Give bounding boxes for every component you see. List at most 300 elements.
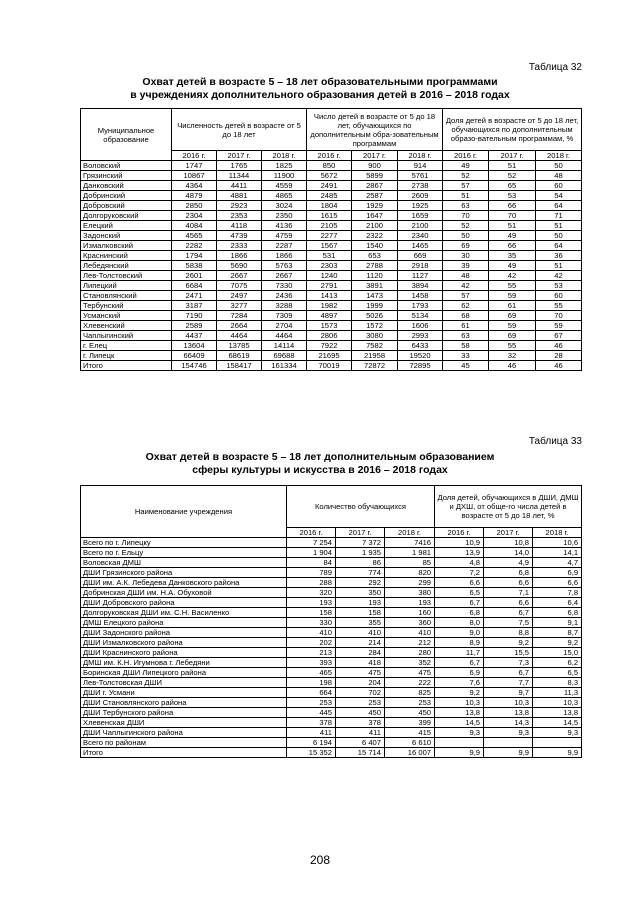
value-cell: 54: [536, 191, 582, 201]
table-32-header-name: Муниципальное образование: [81, 109, 172, 161]
value-cell: 50: [536, 231, 582, 241]
table-row: [81, 638, 582, 648]
value-cell: [435, 738, 484, 748]
value-cell: 28: [536, 351, 582, 361]
value-cell: 161334: [262, 361, 307, 371]
row-name-cell: Добровский: [81, 201, 172, 211]
value-cell: 58: [443, 341, 489, 351]
table-row: [81, 171, 582, 181]
value-cell: 1804: [307, 201, 352, 211]
table-row: [81, 181, 582, 191]
value-cell: 14,5: [533, 718, 582, 728]
value-cell: 51: [536, 261, 582, 271]
t32-year-header: 2017 г.: [352, 151, 398, 161]
table-row: [81, 658, 582, 668]
table-row: [81, 738, 582, 748]
table-row: [81, 351, 582, 361]
row-name-cell: ДМШ им. К.Н. Игумнова г. Лебедяни: [81, 658, 287, 668]
row-name-cell: Задонский: [81, 231, 172, 241]
value-cell: 59: [536, 321, 582, 331]
value-cell: 3891: [352, 281, 398, 291]
value-cell: 14,3: [484, 718, 533, 728]
value-cell: 2340: [398, 231, 443, 241]
value-cell: 1647: [352, 211, 398, 221]
value-cell: 71: [536, 211, 582, 221]
value-cell: 69: [443, 241, 489, 251]
value-cell: 410: [336, 628, 385, 638]
value-cell: 2867: [352, 181, 398, 191]
value-cell: 7075: [217, 281, 262, 291]
table-32-header-group-2: Число детей в возрасте от 5 до 18 лет, обучающихся по дополнительным обра-зовательным программам: [307, 109, 443, 151]
value-cell: 914: [398, 161, 443, 171]
value-cell: 67: [536, 331, 582, 341]
value-cell: 10,3: [435, 698, 484, 708]
value-cell: 214: [336, 638, 385, 648]
table-32-header-group-1: Численность детей в возрасте от 5 до 18 лет: [172, 109, 307, 151]
value-cell: 2333: [217, 241, 262, 251]
value-cell: 52: [443, 221, 489, 231]
value-cell: 4,8: [435, 558, 484, 568]
value-cell: 2667: [217, 271, 262, 281]
row-name-cell: ДШИ Чаплыгинского района: [81, 728, 287, 738]
value-cell: 1573: [307, 321, 352, 331]
value-cell: 6,9: [533, 568, 582, 578]
value-cell: 33: [443, 351, 489, 361]
t33-year-header: 2016 г.: [435, 528, 484, 538]
value-cell: 7190: [172, 311, 217, 321]
value-cell: 70: [489, 211, 536, 221]
value-cell: 63: [443, 201, 489, 211]
row-name-cell: ДШИ Задонского района: [81, 628, 287, 638]
row-name-cell: Данковский: [81, 181, 172, 191]
row-name-cell: Краснинский: [81, 251, 172, 261]
value-cell: 53: [489, 191, 536, 201]
value-cell: 4464: [217, 331, 262, 341]
value-cell: 30: [443, 251, 489, 261]
value-cell: 49: [443, 161, 489, 171]
value-cell: 2322: [352, 231, 398, 241]
table-row: [81, 241, 582, 251]
value-cell: 253: [287, 698, 336, 708]
value-cell: 68619: [217, 351, 262, 361]
table-row: [81, 221, 582, 231]
table-row: [81, 558, 582, 568]
value-cell: 6,5: [435, 588, 484, 598]
value-cell: 46: [536, 361, 582, 371]
value-cell: 5899: [352, 171, 398, 181]
value-cell: 2587: [352, 191, 398, 201]
row-name-cell: Боринская ДШИ Липецкого района: [81, 668, 287, 678]
row-name-cell: г. Липецк: [81, 351, 172, 361]
value-cell: 21695: [307, 351, 352, 361]
value-cell: 11344: [217, 171, 262, 181]
value-cell: 35: [489, 251, 536, 261]
value-cell: 1747: [172, 161, 217, 171]
table-33-title: [80, 451, 560, 477]
value-cell: 8,0: [435, 618, 484, 628]
value-cell: 6,6: [484, 598, 533, 608]
row-name-cell: Тербунский: [81, 301, 172, 311]
value-cell: 52: [489, 171, 536, 181]
value-cell: 410: [385, 628, 435, 638]
value-cell: 2738: [398, 181, 443, 191]
value-cell: 1765: [217, 161, 262, 171]
value-cell: 253: [336, 698, 385, 708]
value-cell: 3288: [262, 301, 307, 311]
value-cell: 4879: [172, 191, 217, 201]
table-row: [81, 201, 582, 211]
row-name-cell: Лев-Толстовская ДШИ: [81, 678, 287, 688]
t33-year-header: 2018 г.: [385, 528, 435, 538]
value-cell: 52: [443, 171, 489, 181]
value-cell: 1793: [398, 301, 443, 311]
value-cell: 8,3: [533, 678, 582, 688]
value-cell: 59: [489, 291, 536, 301]
row-name-cell: Усманский: [81, 311, 172, 321]
value-cell: 19520: [398, 351, 443, 361]
value-cell: 198: [287, 678, 336, 688]
table-row: [81, 728, 582, 738]
value-cell: 9,9: [533, 748, 582, 758]
value-cell: 418: [336, 658, 385, 668]
value-cell: 3187: [172, 301, 217, 311]
value-cell: 653: [352, 251, 398, 261]
value-cell: 50: [536, 161, 582, 171]
row-name-cell: ДШИ г. Усмани: [81, 688, 287, 698]
value-cell: 10,8: [484, 538, 533, 548]
t32-year-header: 2018 г.: [262, 151, 307, 161]
row-name-cell: Становлянский: [81, 291, 172, 301]
value-cell: 158: [287, 608, 336, 618]
value-cell: 69: [489, 331, 536, 341]
value-cell: 9,1: [533, 618, 582, 628]
value-cell: 5763: [262, 261, 307, 271]
value-cell: 36: [536, 251, 582, 261]
value-cell: 1925: [398, 201, 443, 211]
value-cell: 1465: [398, 241, 443, 251]
value-cell: 7582: [352, 341, 398, 351]
value-cell: 4865: [262, 191, 307, 201]
value-cell: 45: [443, 361, 489, 371]
value-cell: 14,0: [484, 548, 533, 558]
value-cell: 378: [287, 718, 336, 728]
row-name-cell: ДШИ Измалковского района: [81, 638, 287, 648]
table-row: [81, 748, 582, 758]
value-cell: 154746: [172, 361, 217, 371]
value-cell: 4411: [217, 181, 262, 191]
value-cell: 14,5: [435, 718, 484, 728]
value-cell: 399: [385, 718, 435, 728]
value-cell: 6,7: [435, 598, 484, 608]
value-cell: 2791: [307, 281, 352, 291]
value-cell: 222: [385, 678, 435, 688]
value-cell: 1825: [262, 161, 307, 171]
table-32-header-group-3: Доля детей в возрасте от 5 до 18 лет, обучающихся по дополнительным образо-вательным программам, %: [443, 109, 582, 151]
value-cell: 2993: [398, 331, 443, 341]
value-cell: 475: [336, 668, 385, 678]
value-cell: 60: [536, 291, 582, 301]
value-cell: 415: [385, 728, 435, 738]
row-name-cell: Лев-Толстовский: [81, 271, 172, 281]
value-cell: 7284: [217, 311, 262, 321]
value-cell: 292: [336, 578, 385, 588]
page-number: 208: [309, 853, 331, 867]
table-row: [81, 301, 582, 311]
value-cell: 6,2: [533, 658, 582, 668]
value-cell: 1606: [398, 321, 443, 331]
value-cell: 84: [287, 558, 336, 568]
value-cell: 4136: [262, 221, 307, 231]
value-cell: 85: [385, 558, 435, 568]
value-cell: 2287: [262, 241, 307, 251]
value-cell: 900: [352, 161, 398, 171]
value-cell: 253: [385, 698, 435, 708]
value-cell: 55: [536, 301, 582, 311]
value-cell: 9,2: [435, 688, 484, 698]
value-cell: 42: [489, 271, 536, 281]
value-cell: 7,1: [484, 588, 533, 598]
value-cell: 5026: [352, 311, 398, 321]
value-cell: 320: [287, 588, 336, 598]
value-cell: 1572: [352, 321, 398, 331]
value-cell: 2105: [307, 221, 352, 231]
value-cell: 789: [287, 568, 336, 578]
value-cell: 4559: [262, 181, 307, 191]
table-row: [81, 191, 582, 201]
value-cell: 3024: [262, 201, 307, 211]
row-name-cell: Долгоруковская ДШИ им. С.Н. Василенко: [81, 608, 287, 618]
table-row: [81, 281, 582, 291]
value-cell: 1413: [307, 291, 352, 301]
row-name-cell: Хлевенская ДШИ: [81, 718, 287, 728]
value-cell: 72895: [398, 361, 443, 371]
value-cell: 51: [536, 221, 582, 231]
value-cell: 669: [398, 251, 443, 261]
value-cell: 14,1: [533, 548, 582, 558]
value-cell: 66409: [172, 351, 217, 361]
value-cell: 465: [287, 668, 336, 678]
value-cell: 13785: [217, 341, 262, 351]
value-cell: 2277: [307, 231, 352, 241]
value-cell: 2704: [262, 321, 307, 331]
value-cell: 2282: [172, 241, 217, 251]
table-32-title-line-2: в учреждениях дополнительного образования детей в 2016 – 2018 годах: [130, 89, 510, 101]
value-cell: 6,7: [484, 668, 533, 678]
row-name-cell: Воловский: [81, 161, 172, 171]
value-cell: 280: [385, 648, 435, 658]
value-cell: 2350: [262, 211, 307, 221]
table-row: [81, 698, 582, 708]
value-cell: 330: [287, 618, 336, 628]
value-cell: 86: [336, 558, 385, 568]
value-cell: 63: [443, 331, 489, 341]
value-cell: 1 904: [287, 548, 336, 558]
value-cell: 193: [287, 598, 336, 608]
row-name-cell: Лебедянский: [81, 261, 172, 271]
value-cell: 3080: [352, 331, 398, 341]
value-cell: 62: [443, 301, 489, 311]
value-cell: 2471: [172, 291, 217, 301]
value-cell: 450: [385, 708, 435, 718]
value-cell: 212: [385, 638, 435, 648]
table-row: [81, 718, 582, 728]
value-cell: 69: [489, 311, 536, 321]
value-cell: 68: [443, 311, 489, 321]
value-cell: 53: [536, 281, 582, 291]
value-cell: 7 254: [287, 538, 336, 548]
row-name-cell: г. Елец: [81, 341, 172, 351]
value-cell: 2850: [172, 201, 217, 211]
table-32: [80, 108, 582, 371]
t32-year-header: 2018 г.: [536, 151, 582, 161]
value-cell: 1866: [262, 251, 307, 261]
value-cell: 2100: [352, 221, 398, 231]
value-cell: 13,8: [484, 708, 533, 718]
value-cell: 350: [336, 588, 385, 598]
value-cell: 825: [385, 688, 435, 698]
table-33-title-line-1: Охват детей в возрасте 5 – 18 лет дополнительным образованием: [145, 451, 495, 463]
value-cell: 1120: [352, 271, 398, 281]
value-cell: 1659: [398, 211, 443, 221]
value-cell: 4565: [172, 231, 217, 241]
value-cell: 1567: [307, 241, 352, 251]
value-cell: 6,8: [533, 608, 582, 618]
value-cell: 46: [536, 341, 582, 351]
value-cell: [533, 738, 582, 748]
value-cell: 445: [287, 708, 336, 718]
row-name-cell: ДМШ Елецкого района: [81, 618, 287, 628]
value-cell: 4881: [217, 191, 262, 201]
value-cell: 7,5: [484, 618, 533, 628]
value-cell: 1794: [172, 251, 217, 261]
value-cell: 1929: [352, 201, 398, 211]
value-cell: 9,9: [435, 748, 484, 758]
row-name-cell: Елецкий: [81, 221, 172, 231]
t32-year-header: 2016 г.: [172, 151, 217, 161]
value-cell: 10,6: [533, 538, 582, 548]
value-cell: 13,8: [533, 708, 582, 718]
value-cell: 8,7: [533, 628, 582, 638]
row-name-cell: Хлевенский: [81, 321, 172, 331]
value-cell: 450: [336, 708, 385, 718]
value-cell: 7330: [262, 281, 307, 291]
value-cell: 46: [489, 361, 536, 371]
value-cell: 9,2: [484, 638, 533, 648]
value-cell: 158417: [217, 361, 262, 371]
value-cell: 2485: [307, 191, 352, 201]
t32-year-header: 2016 г.: [307, 151, 352, 161]
value-cell: 288: [287, 578, 336, 588]
value-cell: 4739: [217, 231, 262, 241]
value-cell: 8,9: [435, 638, 484, 648]
value-cell: 16 007: [385, 748, 435, 758]
row-name-cell: Липецкий: [81, 281, 172, 291]
value-cell: 1 981: [385, 548, 435, 558]
value-cell: 1540: [352, 241, 398, 251]
value-cell: 21958: [352, 351, 398, 361]
value-cell: 49: [489, 231, 536, 241]
value-cell: 158: [336, 608, 385, 618]
table-row: [81, 161, 582, 171]
table-row: [81, 678, 582, 688]
value-cell: [484, 738, 533, 748]
value-cell: 4364: [172, 181, 217, 191]
value-cell: 5134: [398, 311, 443, 321]
t33-year-header: 2017 г.: [336, 528, 385, 538]
value-cell: 531: [307, 251, 352, 261]
value-cell: 10,9: [435, 538, 484, 548]
t32-year-header: 2017 г.: [217, 151, 262, 161]
value-cell: 378: [336, 718, 385, 728]
value-cell: 475: [385, 668, 435, 678]
value-cell: 411: [287, 728, 336, 738]
value-cell: 50: [443, 231, 489, 241]
table-32-title-line-1: Охват детей в возрасте 5 – 18 лет образовательными программами: [142, 76, 498, 88]
table-33-header-group-1: Количество обучающихся: [287, 486, 435, 528]
value-cell: 1866: [217, 251, 262, 261]
value-cell: 55: [489, 341, 536, 351]
value-cell: 299: [385, 578, 435, 588]
value-cell: 4118: [217, 221, 262, 231]
value-cell: 2918: [398, 261, 443, 271]
value-cell: 7,2: [435, 568, 484, 578]
value-cell: 1127: [398, 271, 443, 281]
value-cell: 193: [336, 598, 385, 608]
value-cell: 42: [536, 271, 582, 281]
value-cell: 60: [536, 181, 582, 191]
value-cell: 13,8: [435, 708, 484, 718]
value-cell: 204: [336, 678, 385, 688]
value-cell: 6433: [398, 341, 443, 351]
table-row: [81, 648, 582, 658]
table-row: [81, 628, 582, 638]
value-cell: 193: [385, 598, 435, 608]
value-cell: 7,6: [435, 678, 484, 688]
row-name-cell: ДШИ им. А.К. Лебедева Данковского района: [81, 578, 287, 588]
row-name-cell: Всего по районам: [81, 738, 287, 748]
value-cell: 11900: [262, 171, 307, 181]
value-cell: 72872: [352, 361, 398, 371]
value-cell: 352: [385, 658, 435, 668]
row-name-cell: Всего по г. Липецку: [81, 538, 287, 548]
row-name-cell: Долгоруковский: [81, 211, 172, 221]
value-cell: 7309: [262, 311, 307, 321]
table-row: [81, 618, 582, 628]
value-cell: 15,5: [484, 648, 533, 658]
value-cell: 6,8: [484, 568, 533, 578]
value-cell: 2664: [217, 321, 262, 331]
table-33: [80, 485, 582, 758]
value-cell: 6,5: [533, 668, 582, 678]
value-cell: 1458: [398, 291, 443, 301]
table-row: [81, 271, 582, 281]
value-cell: 9,0: [435, 628, 484, 638]
value-cell: 48: [536, 171, 582, 181]
row-name-cell: Добринский: [81, 191, 172, 201]
value-cell: 3894: [398, 281, 443, 291]
table-row: [81, 688, 582, 698]
t32-year-header: 2016 г.: [443, 151, 489, 161]
table-row: [81, 538, 582, 548]
row-name-cell: ДШИ Становлянского района: [81, 698, 287, 708]
value-cell: 4464: [262, 331, 307, 341]
value-cell: 15 352: [287, 748, 336, 758]
value-cell: 69688: [262, 351, 307, 361]
t33-year-header: 2017 г.: [484, 528, 533, 538]
value-cell: 2100: [398, 221, 443, 231]
value-cell: 5672: [307, 171, 352, 181]
value-cell: 360: [385, 618, 435, 628]
